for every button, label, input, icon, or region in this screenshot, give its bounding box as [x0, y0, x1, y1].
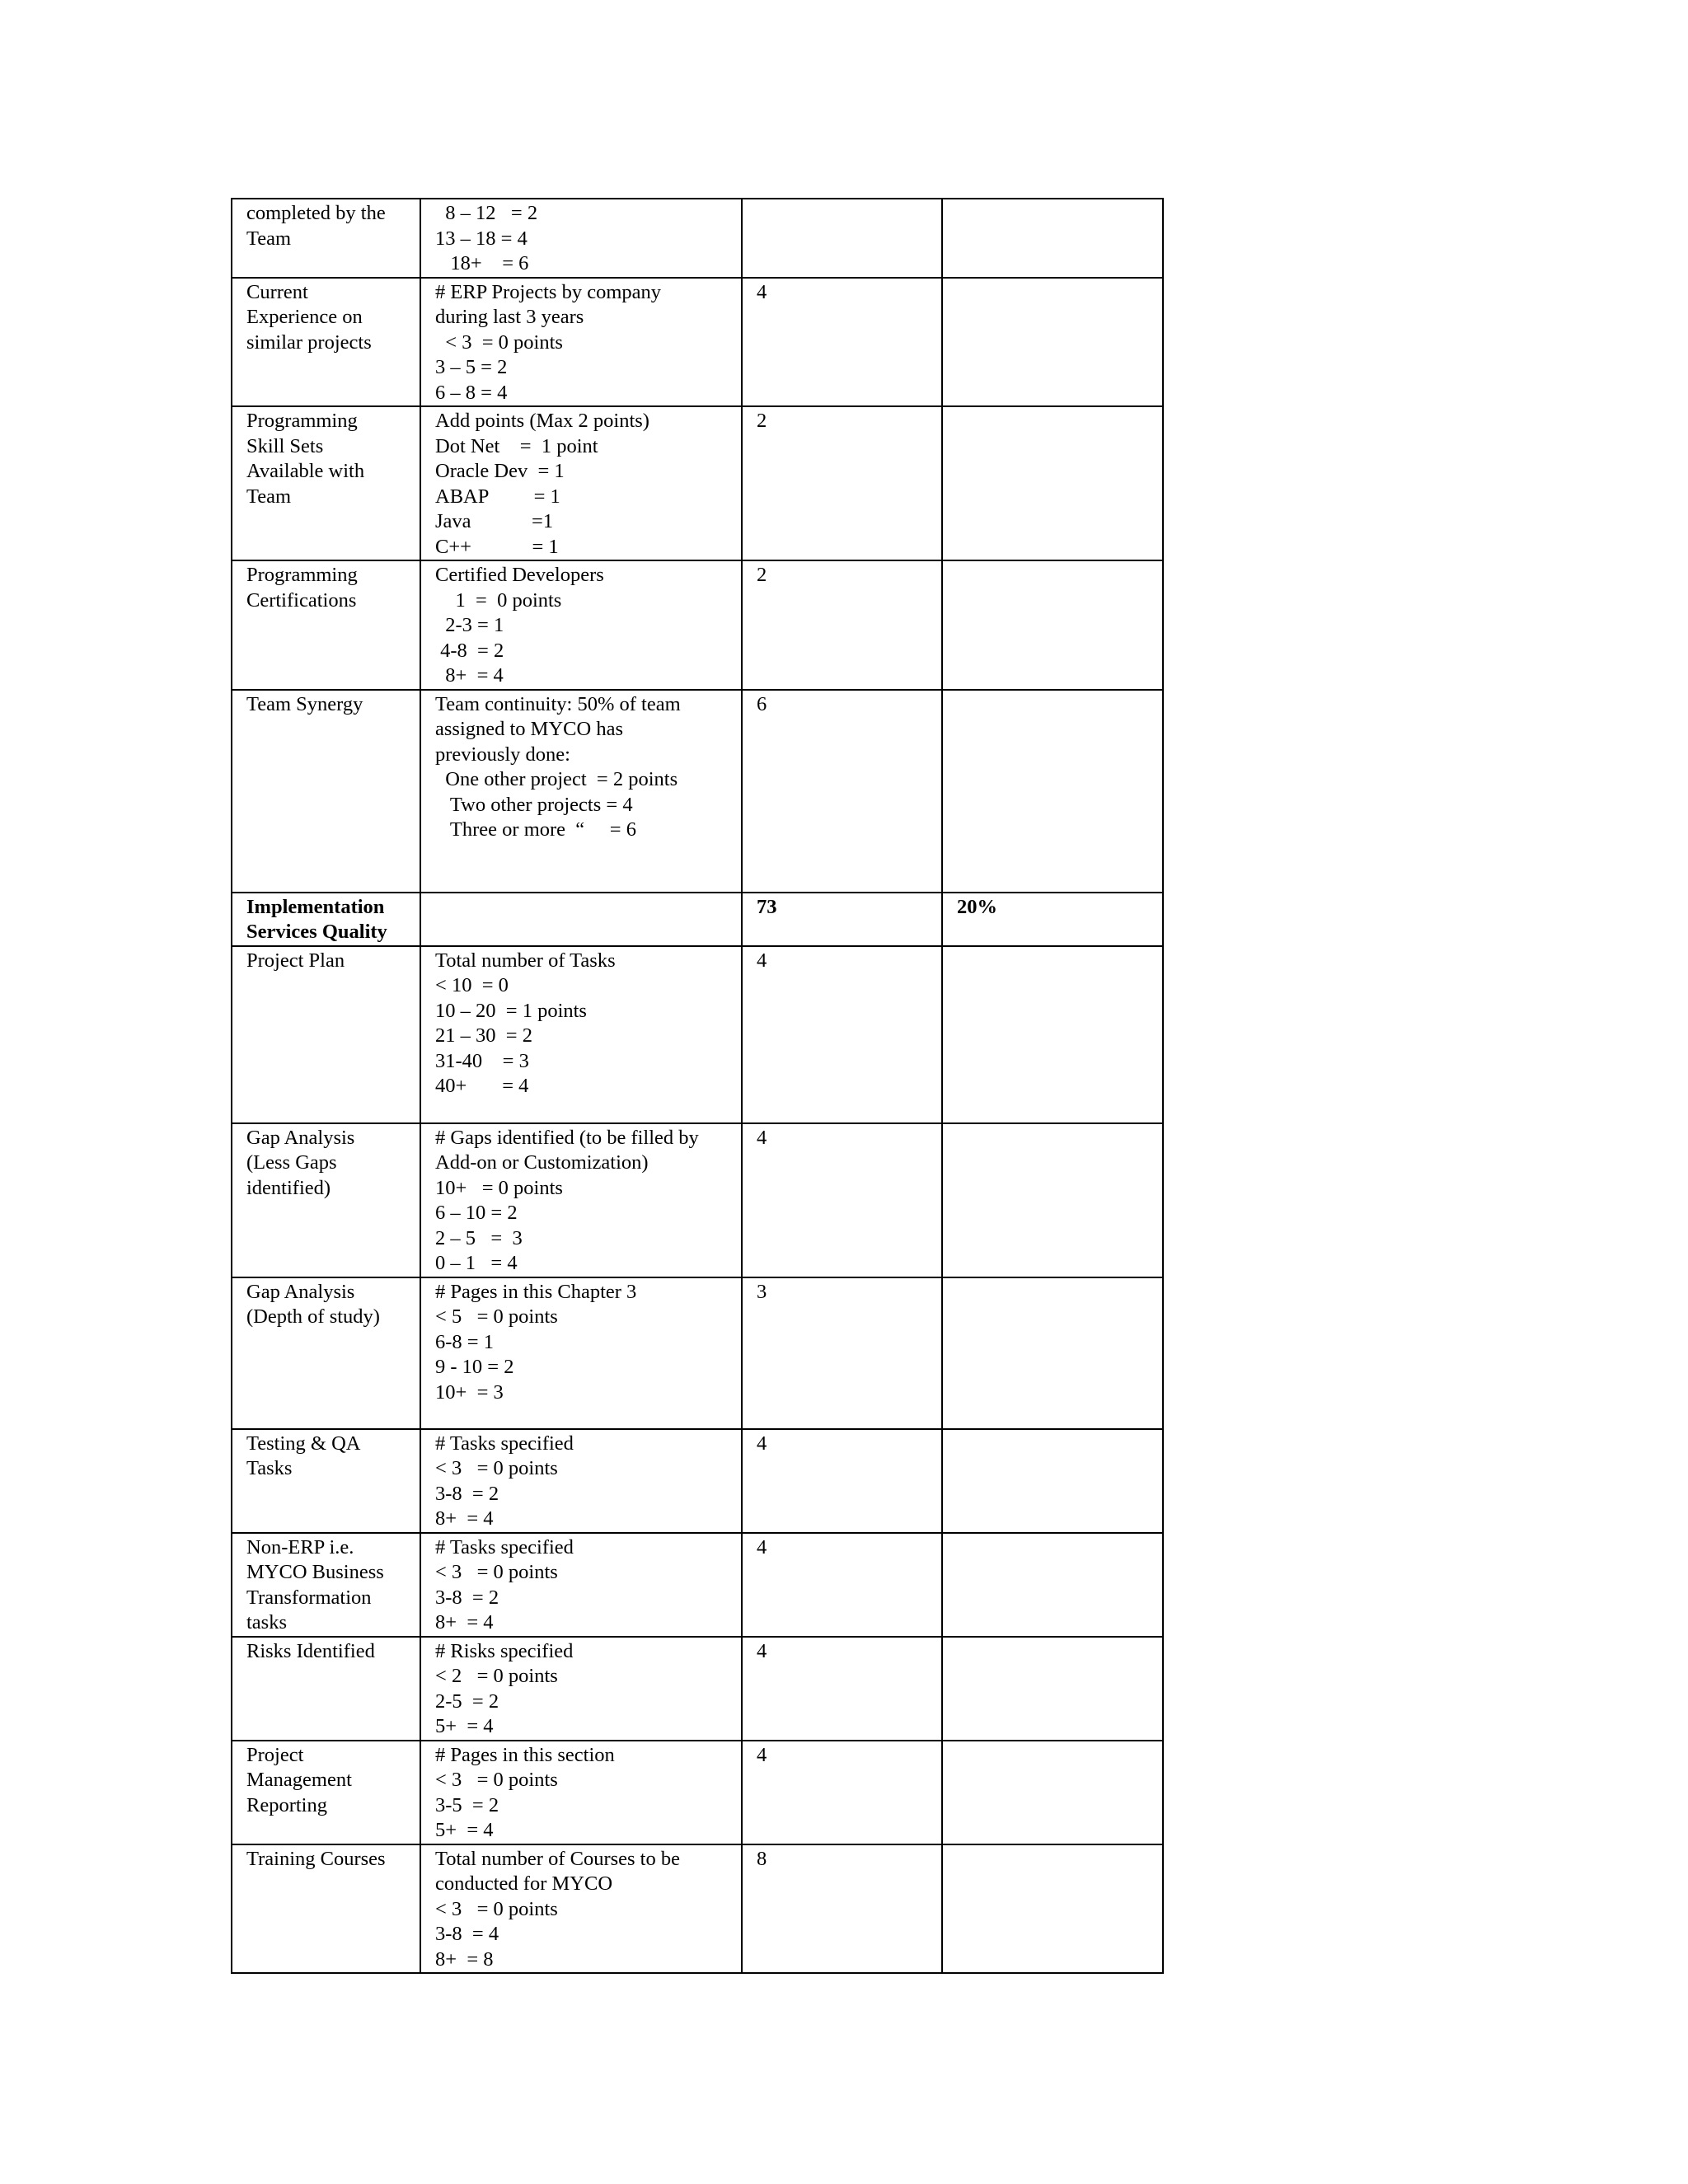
scoring-line: One other project = 2 points [435, 768, 678, 790]
scoring-line: 6 – 10 = 2 [435, 1202, 518, 1224]
scoring-line: 40+ = 4 [435, 1075, 529, 1097]
criterion-line: Certifications [246, 588, 357, 612]
criterion-line: similar projects [246, 330, 372, 354]
scoring-line: 3-5 = 2 [435, 1793, 499, 1816]
table-row [232, 1637, 1163, 1741]
scoring-line: Three or more “ = 6 [435, 818, 636, 841]
criterion-line: Services Quality [246, 921, 387, 943]
criterion-line: identified) [246, 1176, 331, 1199]
points-cell [742, 560, 942, 690]
scoring-line: # Risks specified [435, 1639, 574, 1662]
points-cell [742, 690, 942, 893]
criterion-line: Experience on [246, 306, 363, 328]
points-cell [742, 893, 942, 946]
weight-cell [942, 946, 1163, 1123]
criterion-line: (Less Gaps [246, 1151, 337, 1174]
scoring-line: # ERP Projects by company [435, 280, 662, 303]
scoring-line: Certified Developers [435, 564, 604, 586]
scoring-line: 8+ = 4 [435, 1507, 494, 1530]
criterion-line: Gap Analysis [246, 1126, 355, 1149]
weight-cell [942, 199, 1163, 278]
scoring-line: < 10 = 0 [435, 974, 509, 996]
scoring-line: 8+ = 4 [435, 664, 504, 687]
scoring-line: during last 3 years [435, 306, 584, 328]
criterion-line: Programming [246, 564, 358, 586]
scoring-line: < 3 = 0 points [435, 1897, 558, 1920]
scoring-line: Java =1 [435, 510, 554, 532]
scoring-line: Total number of Tasks [435, 949, 616, 972]
weight-cell [942, 1277, 1163, 1429]
points-value: 4 [757, 1639, 767, 1662]
scoring-line: conducted for MYCO [435, 1872, 613, 1895]
scoring-line: Oracle Dev = 1 [435, 460, 565, 482]
weight-cell [942, 1637, 1163, 1741]
criterion-cell [232, 1429, 420, 1533]
points-cell [742, 1741, 942, 1844]
criterion-cell [232, 946, 420, 1123]
scoring-cell [420, 199, 742, 278]
table-row [232, 946, 1163, 1123]
scoring-cell [420, 1123, 742, 1277]
points-cell [742, 406, 942, 560]
criterion-cell [232, 199, 420, 278]
points-cell [742, 278, 942, 407]
scoring-line: 0 – 1 = 4 [435, 1252, 518, 1274]
weight-cell [942, 560, 1163, 690]
criterion-line: Team [246, 227, 292, 250]
scoring-cell [420, 406, 742, 560]
weight-cell [942, 1123, 1163, 1277]
scoring-line: 1 = 0 points [435, 588, 562, 612]
scoring-line: 6-8 = 1 [435, 1330, 494, 1353]
criterion-line: Transformation [246, 1586, 372, 1609]
scoring-line: Team continuity: 50% of team [435, 692, 681, 715]
criterion-cell [232, 278, 420, 407]
scoring-cell [420, 560, 742, 690]
scoring-line: 8+ = 4 [435, 1611, 494, 1633]
points-value: 4 [757, 1126, 767, 1149]
scoring-line: Add points (Max 2 points) [435, 410, 649, 432]
scoring-line: 3-8 = 4 [435, 1923, 499, 1945]
criterion-cell [232, 893, 420, 946]
criterion-line: Testing & QA [246, 1432, 361, 1455]
scoring-line: < 3 = 0 points [435, 1769, 558, 1791]
scoring-line: 8+ = 8 [435, 1947, 494, 1971]
scoring-cell [420, 1637, 742, 1741]
criterion-line: Team [246, 485, 292, 508]
criterion-line: MYCO Business [246, 1561, 384, 1583]
scoring-line: < 3 = 0 points [435, 330, 563, 354]
weight-cell [942, 278, 1163, 407]
scoring-line: Total number of Courses to be [435, 1847, 680, 1870]
scoring-line: # Pages in this Chapter 3 [435, 1280, 637, 1303]
scoring-line: 10+ = 3 [435, 1380, 504, 1404]
weight-value: 20% [957, 895, 997, 918]
criterion-cell [232, 560, 420, 690]
criterion-line: Tasks [246, 1457, 293, 1479]
table-row [232, 1844, 1163, 1974]
criterion-line: tasks [246, 1611, 287, 1633]
scoring-line: 2-3 = 1 [435, 614, 504, 636]
scoring-line: # Tasks specified [435, 1535, 574, 1558]
criterion-cell [232, 406, 420, 560]
table-body [232, 199, 1163, 1973]
scoring-line: < 3 = 0 points [435, 1561, 558, 1583]
criterion-line: Gap Analysis [246, 1280, 355, 1303]
scoring-line: 3-8 = 2 [435, 1586, 499, 1609]
criterion-cell [232, 1844, 420, 1974]
scoring-line: C++ = 1 [435, 535, 559, 558]
points-value: 4 [757, 949, 767, 972]
weight-cell [942, 406, 1163, 560]
scoring-line: < 3 = 0 points [435, 1457, 558, 1479]
criterion-line: Implementation [246, 895, 385, 918]
scoring-line: previously done: [435, 743, 570, 766]
scoring-cell [420, 1429, 742, 1533]
criterion-line: Risks Identified [246, 1639, 375, 1662]
weight-cell [942, 1844, 1163, 1974]
scoring-line: Two other projects = 4 [435, 793, 633, 816]
scoring-cell [420, 946, 742, 1123]
points-value: 2 [757, 410, 767, 432]
points-cell [742, 199, 942, 278]
points-cell [742, 1277, 942, 1429]
table-row [232, 1429, 1163, 1533]
scoring-line: 5+ = 4 [435, 1715, 494, 1737]
scoring-line: 3 – 5 = 2 [435, 356, 508, 378]
criterion-line: Programming [246, 410, 358, 432]
criterion-line: Available with [246, 460, 365, 482]
weight-cell [942, 1533, 1163, 1637]
table-row [232, 1741, 1163, 1844]
criterion-line: Project [246, 1743, 304, 1766]
scoring-line: 21 – 30 = 2 [435, 1024, 532, 1047]
scoring-line: 2 – 5 = 3 [435, 1226, 523, 1249]
table-row [232, 1123, 1163, 1277]
scoring-cell [420, 278, 742, 407]
scoring-line: # Gaps identified (to be filled by [435, 1126, 699, 1149]
points-value: 4 [757, 280, 767, 303]
weight-cell [942, 1429, 1163, 1533]
table-row [232, 1277, 1163, 1429]
scoring-line: 3-8 = 2 [435, 1482, 499, 1505]
scoring-line: Dot Net = 1 point [435, 434, 598, 457]
scoring-line: 6 – 8 = 4 [435, 381, 508, 404]
scoring-line: 8 – 12 = 2 [435, 202, 538, 224]
table-row [232, 1533, 1163, 1637]
table-row [232, 406, 1163, 560]
points-cell [742, 1844, 942, 1974]
table-row [232, 690, 1163, 893]
scoring-line: 18+ = 6 [435, 252, 529, 274]
weight-cell [942, 1741, 1163, 1844]
criterion-line: Current [246, 280, 308, 303]
scoring-line: # Pages in this section [435, 1743, 615, 1766]
points-value: 2 [757, 564, 767, 586]
scoring-cell [420, 1277, 742, 1429]
points-value: 4 [757, 1432, 767, 1455]
points-value: 3 [757, 1280, 767, 1303]
points-cell [742, 1429, 942, 1533]
scoring-cell [420, 1533, 742, 1637]
criterion-line: Skill Sets [246, 434, 324, 457]
criterion-cell [232, 1277, 420, 1429]
criterion-line: Training Courses [246, 1847, 386, 1870]
scoring-line: assigned to MYCO has [435, 718, 623, 740]
scoring-line: 13 – 18 = 4 [435, 227, 528, 250]
scoring-cell [420, 1741, 742, 1844]
points-cell [742, 1637, 942, 1741]
criterion-cell [232, 1637, 420, 1741]
criterion-cell [232, 1533, 420, 1637]
scoring-line: 2-5 = 2 [435, 1690, 499, 1713]
points-value: 6 [757, 692, 767, 715]
scoring-cell [420, 1844, 742, 1974]
points-cell [742, 1533, 942, 1637]
criterion-line: (Depth of study) [246, 1305, 380, 1328]
table-row [232, 199, 1163, 278]
points-cell [742, 1123, 942, 1277]
weight-cell [942, 893, 1163, 946]
scoring-line: 4-8 = 2 [435, 639, 504, 662]
points-value: 8 [757, 1847, 767, 1870]
table-row [232, 560, 1163, 690]
weight-cell [942, 690, 1163, 893]
table-row [232, 893, 1163, 946]
scoring-line: 31-40 = 3 [435, 1049, 529, 1072]
points-value: 4 [757, 1743, 767, 1766]
points-value: 4 [757, 1535, 767, 1558]
criterion-line: completed by the [246, 202, 386, 224]
scoring-line: 10 – 20 = 1 points [435, 999, 587, 1022]
criterion-line: Reporting [246, 1793, 327, 1816]
scoring-cell [420, 690, 742, 893]
points-cell [742, 946, 942, 1123]
scoring-line: # Tasks specified [435, 1432, 574, 1455]
table-row [232, 278, 1163, 407]
points-value: 73 [757, 895, 777, 918]
criterion-cell [232, 1123, 420, 1277]
scoring-line: 9 - 10 = 2 [435, 1356, 514, 1378]
criterion-line: Non-ERP i.e. [246, 1535, 354, 1558]
scoring-cell [420, 893, 742, 946]
scoring-line: ABAP = 1 [435, 485, 560, 508]
scoring-line: < 2 = 0 points [435, 1665, 558, 1687]
scoring-line: 10+ = 0 points [435, 1176, 563, 1199]
scoring-line: < 5 = 0 points [435, 1305, 558, 1328]
criterion-line: Team Synergy [246, 692, 363, 715]
criterion-line: Project Plan [246, 949, 345, 972]
scoring-line: Add-on or Customization) [435, 1151, 649, 1174]
scoring-line: 5+ = 4 [435, 1819, 494, 1841]
criterion-cell [232, 1741, 420, 1844]
criterion-cell [232, 690, 420, 893]
evaluation-criteria-table [231, 198, 1164, 1974]
criterion-line: Management [246, 1769, 352, 1791]
